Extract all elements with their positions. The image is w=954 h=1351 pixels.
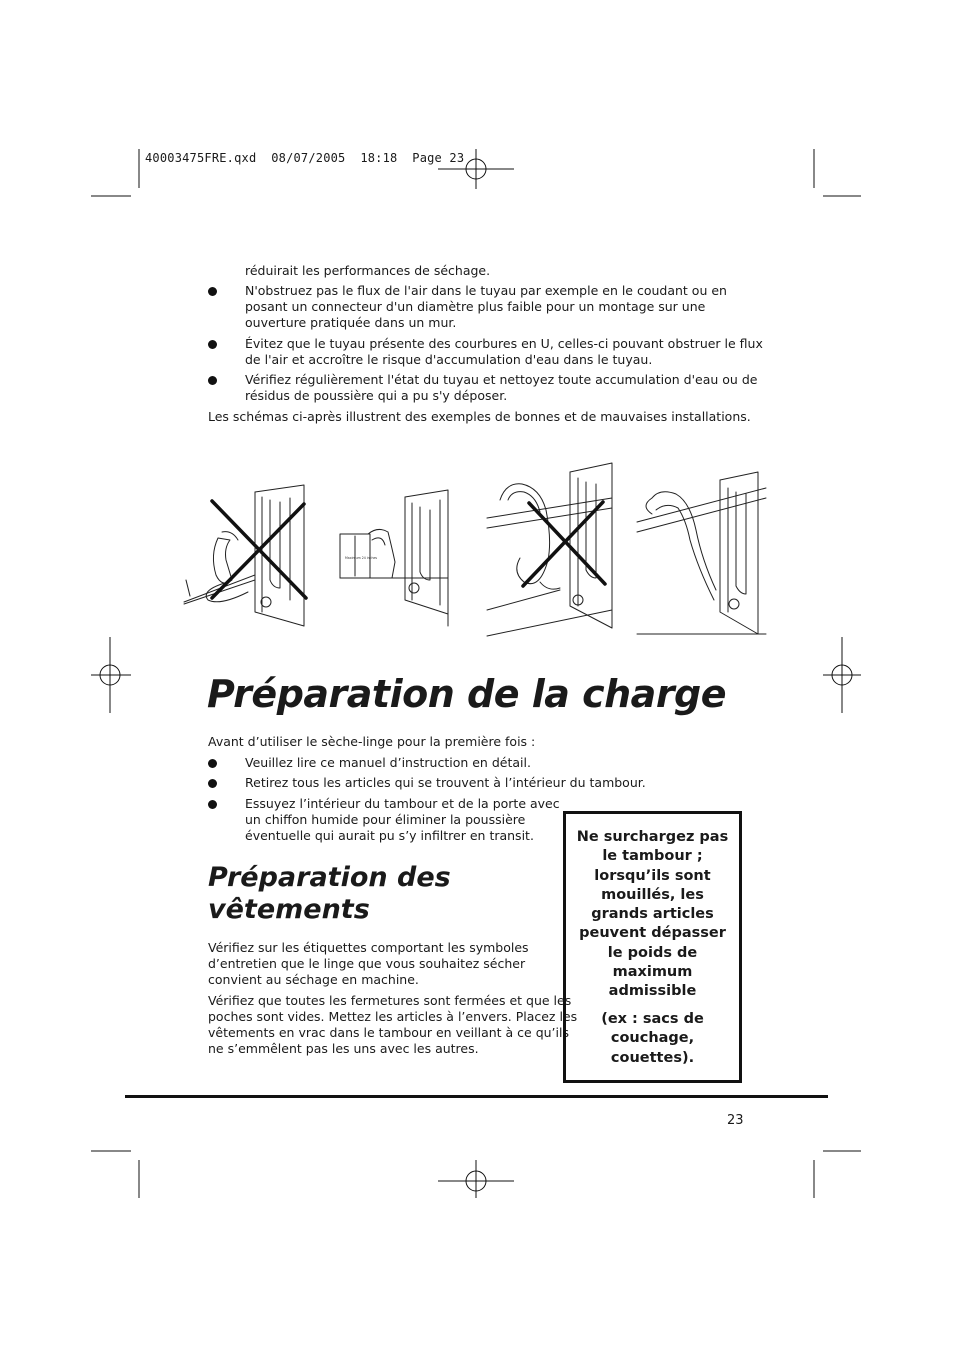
intro-continuation: réduirait les performances de séchage. [245,263,491,278]
section2-paragraph-1: Vérifiez sur les étiquettes comportant les symboles d’entretien que le linge que vous souhaitez sécher convient au séchage en machine. [208,940,529,987]
bullet-icon [208,800,217,809]
diagram-wrong-loop [487,463,612,636]
warning-text: Ne surchargez pas le tambour ; lorsqu’ils sont mouillés, les grands articles peuvent dépasser le poids de maximum admissible [576,829,729,1000]
bullet-icon [208,779,217,788]
section1-lead: Avant d’utiliser le sèche-linge pour la première fois : [208,734,536,749]
cross-icon-2 [523,502,605,586]
section2-paragraph-2: Vérifiez que toutes les fermetures sont fermées et que les poches sont vides. Mettez les articles à l’envers. Placez les vêtements en vrac dans le tambour en veillant à ce qu’ils ne s’emmêlent pas les uns avec les autres. [208,993,578,1056]
section1-bullet-3: Essuyez l’intérieur du tambour et de la porte avec un chiffon humide pour éliminer la poussière éventuelle qui aurait pu s’y infiltrer en transit. [245,796,560,843]
height-label: Maximum 24 inches [345,556,378,560]
overload-warning-box [563,811,742,1083]
print-slug: 40003475FRE.qxd 08/07/2005 18:18 Page 23 [145,151,465,165]
warning-example: (ex : sacs de couchage, couettes). [601,1011,704,1066]
diagram-correct-straight [637,472,766,634]
footer-rule [125,1095,828,1098]
section-title-charge: Préparation de la charge [207,672,727,716]
section-title-vetements: Préparation des vêtements [208,862,451,925]
section1-bullet-2: Retirez tous les articles qui se trouvent à l’intérieur du tambour. [245,775,646,790]
intro-bullet-3: Vérifiez régulièrement l'état du tuyau et nettoyez toute accumulation d'eau ou de résidus de poussière qui a pu s'y déposer. [245,372,758,403]
intro-bullet-2: Évitez que le tuyau présente des courbures en U, celles-ci pouvant obstruer le flux de l'air et accroître le risque d'accumulation d'eau dans le tuyau. [245,336,763,367]
bullet-icon [208,759,217,768]
section1-bullet-1: Veuillez lire ce manuel d’instruction en détail. [245,755,531,770]
page-number: 23 [727,1113,744,1128]
intro-bullet-1: N'obstruez pas le flux de l'air dans le tuyau par exemple en le coudant ou en posant un connecteur d'un diamètre plus faible pour un montage sur une ouverture pratiquée dans un mur. [245,283,727,330]
intro-closing: Les schémas ci-après illustrent des exemples de bonnes et de mauvaises installations. [208,409,751,424]
diagram-wrong-u-bend [184,485,304,626]
